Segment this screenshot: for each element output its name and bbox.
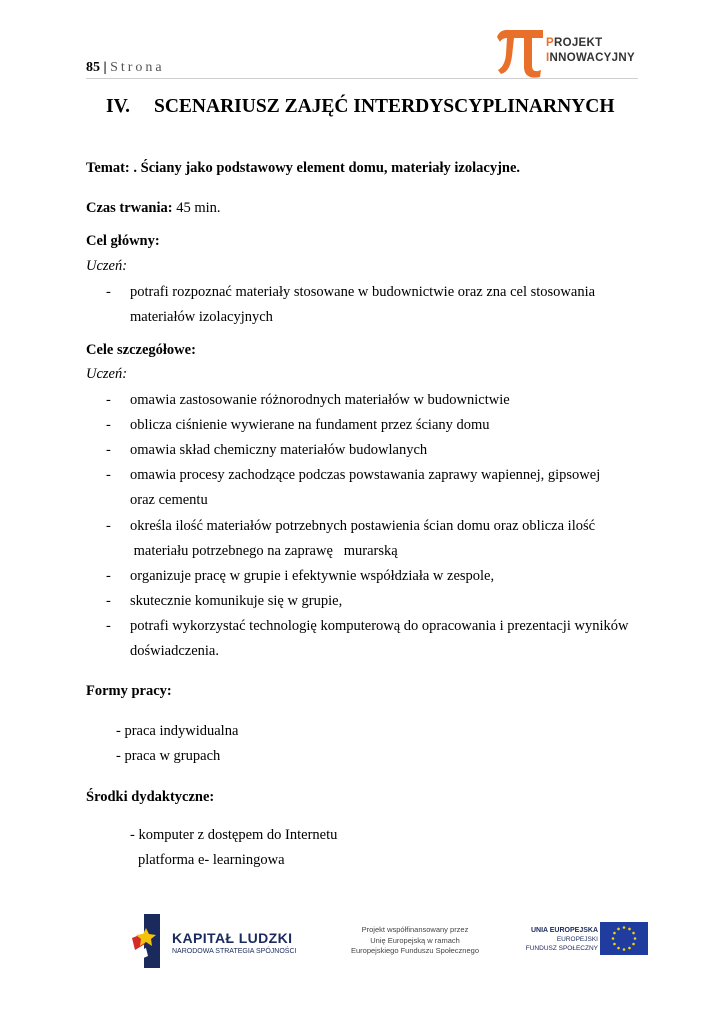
teaching-aids-label: Środki dydaktyczne: [86,789,215,805]
list-item: określa ilość materiałów potrzebnych postawienia ścian domu oraz oblicza ilość [130,518,596,534]
eu-star-icon [634,937,637,940]
kapital-ludzki-emblem-icon [132,914,162,968]
list-item: omawia skład chemiczny materiałów budowlanych [130,442,428,458]
kapital-ludzki-title: KAPITAŁ LUDZKI [172,930,293,946]
teaching-aid-item: - komputer z dostępem do Internetu [130,827,338,843]
page-word: Strona [110,60,165,75]
list-item: omawia procesy zachodzące podczas powstawania zaprawy wapiennej, gipsowej [130,467,601,483]
work-form-item: - praca indywidualna [116,723,239,739]
list-dash: - [106,518,111,534]
eu-star-icon [628,928,631,931]
logo-line-1: PROJEKT [546,37,603,49]
nss-subtitle: NARODOWA STRATEGIA SPÓJNOŚCI [172,948,297,955]
teaching-aid-item: platforma e- learningowa [138,852,285,868]
eu-star-icon [623,948,626,951]
eu-star-icon [632,943,635,946]
list-item: organizuje pracę w grupie i efektywnie współdziała w zespole, [130,568,495,584]
eu-flag-icon [600,922,648,955]
duration-value: 45 min. [176,200,221,216]
detailed-goals-subject: Uczeń: [86,366,128,382]
list-item: skutecznie komunikuje się w grupie, [130,593,343,609]
page-number: 85 [86,60,100,75]
main-goal-item-cont: materiałów izolacyjnych [130,309,273,325]
eu-label: UNIA EUROPEJSKA EUROPEJSKI FUNDUSZ SPOŁECZNY [525,927,598,952]
duration-line [86,200,221,217]
main-goal-subject: Uczeń: [86,258,128,274]
eu-star-icon [612,937,615,940]
eu-star-icon [617,928,620,931]
eu-star-icon [623,926,626,929]
eu-star-icon [613,943,616,946]
eu-star-icon [628,947,631,950]
duration-label: Czas trwania: [86,200,173,216]
eu-star-icon [632,932,635,935]
list-item: oblicza ciśnienie wywierane na fundament przez ściany domu [130,417,490,433]
main-goal-label: Cel główny: [86,233,160,249]
eu-star-icon [613,932,616,935]
main-goal-item: potrafi rozpoznać materiały stosowane w budownictwie oraz zna cel stosowania [130,284,596,300]
header-divider [86,78,638,79]
pi-logo-icon [494,26,546,78]
list-dash: - [106,593,111,609]
list-dash: - [106,618,111,634]
main-goal-dash: - [106,284,111,300]
eu-star-icon [617,947,620,950]
cofinance-note: Projekt współfinansowany przez Unię Europejską w ramach Europejskiego Funduszu Społecznego [350,925,479,955]
list-dash: - [106,568,111,584]
page-separator: | [103,60,107,75]
logo-line-2: INNOWACYJNY [546,52,635,64]
work-form-item: - praca w grupach [116,748,221,764]
page-number-label [86,60,165,76]
list-dash: - [106,392,111,408]
topic-line [86,160,520,177]
list-dash: - [106,442,111,458]
topic-label: Temat: [86,160,130,176]
section-title [106,96,615,118]
project-logo-text [546,36,635,66]
section-heading: SCENARIUSZ ZAJĘĆ INTERDYSCYPLINARNYCH [154,96,615,117]
work-forms-label: Formy pracy: [86,683,172,699]
list-dash: - [106,417,111,433]
list-item-cont: oraz cementu [130,492,208,508]
list-item-cont: doświadczenia. [130,643,219,659]
topic-value: . Ściany jako podstawowy element domu, materiały izolacyjne. [133,160,521,176]
list-item: potrafi wykorzystać technologię komputerową do opracowania i prezentacji wyników [130,618,629,634]
list-dash: - [106,467,111,483]
detailed-goals-label: Cele szczegółowe: [86,342,196,358]
list-item: omawia zastosowanie różnorodnych materiałów w budownictwie [130,392,510,408]
list-item-cont: materiału potrzebnego na zaprawę murarską [130,543,398,559]
section-number: IV. [106,96,131,117]
